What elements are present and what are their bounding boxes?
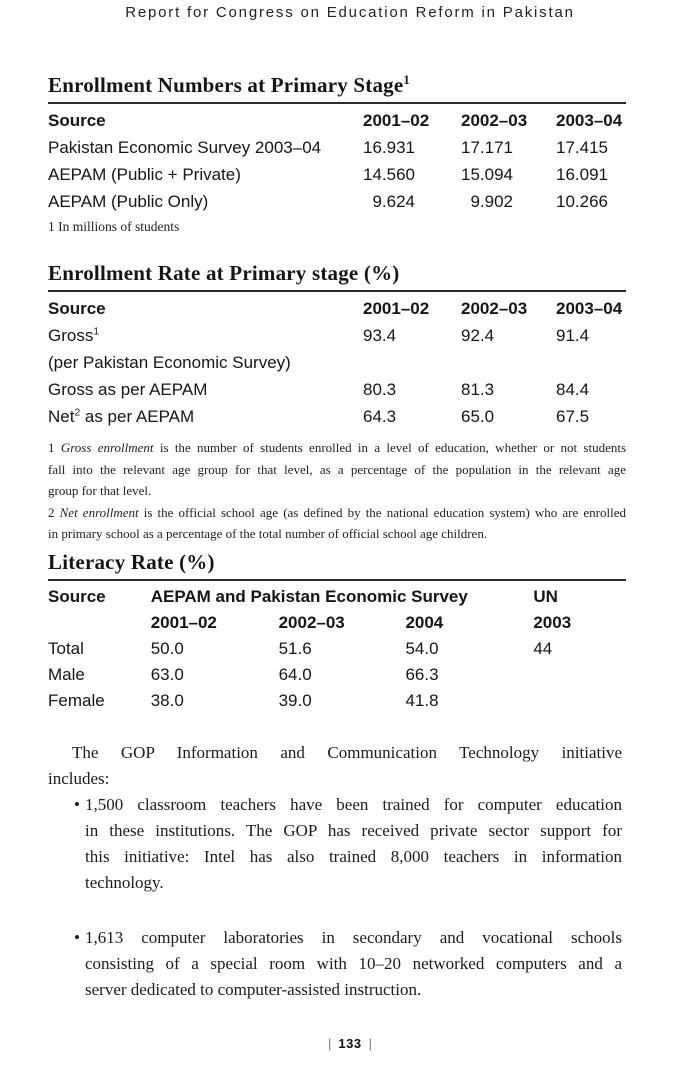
bullet-line: technology. bbox=[85, 873, 164, 892]
cell-value bbox=[461, 349, 556, 376]
enrollment-numbers-title bbox=[48, 72, 626, 98]
title-footnote-marker: 1 bbox=[403, 73, 410, 87]
cell-value: 51.6 bbox=[278, 639, 312, 658]
cell-value bbox=[556, 349, 626, 376]
cell-value: 39.0 bbox=[278, 691, 312, 710]
cell-value: 41.8 bbox=[405, 691, 439, 710]
bullet-line: 1,613 computer laboratories in secondary and vocational schools bbox=[85, 928, 622, 947]
enrollment-rate-table bbox=[48, 295, 626, 430]
cell-value: 93.4 bbox=[363, 326, 397, 345]
horizontal-rule bbox=[48, 102, 626, 104]
cell-value: 91.4 bbox=[556, 326, 590, 345]
row-label: Gross as per AEPAM bbox=[48, 380, 208, 399]
literacy-rate-table bbox=[48, 584, 626, 714]
cell-value: 14.560 bbox=[363, 165, 415, 184]
footnote-line: in primary school as a percentage of the total number of official school age children. bbox=[48, 526, 488, 541]
column-header-year4: 2003 bbox=[533, 613, 572, 632]
enrollment-rate-title: Enrollment Rate at Primary stage (%) bbox=[48, 261, 400, 285]
column-header-year3: 2004 bbox=[405, 613, 444, 632]
footer-bar-right: | bbox=[368, 1036, 372, 1051]
table-row bbox=[48, 322, 626, 349]
column-header-year3: 2003–04 bbox=[556, 299, 623, 318]
running-header: Report for Congress on Education Reform in Pakistan bbox=[125, 4, 575, 21]
cell-value: 64.3 bbox=[363, 407, 397, 426]
table-row bbox=[48, 161, 626, 188]
horizontal-rule bbox=[48, 579, 626, 581]
enrollment-numbers-table bbox=[48, 107, 626, 215]
bullet-icon: • bbox=[74, 795, 80, 814]
footer-bar-left: | bbox=[328, 1036, 332, 1051]
column-header-year1: 2001–02 bbox=[150, 613, 217, 632]
row-label: Female bbox=[48, 691, 105, 710]
column-header-year2: 2002–03 bbox=[461, 111, 528, 130]
column-header-group: AEPAM and Pakistan Economic Survey bbox=[150, 587, 468, 606]
column-header-source: Source bbox=[48, 587, 106, 606]
paragraph-line: includes: bbox=[48, 769, 110, 788]
bullet-item bbox=[48, 792, 622, 896]
footnote-marker: 1 bbox=[93, 326, 100, 338]
horizontal-rule bbox=[48, 290, 626, 292]
column-header-source: Source bbox=[48, 299, 106, 318]
table-header-row bbox=[48, 295, 626, 322]
table-header-row bbox=[48, 107, 626, 134]
table-row bbox=[48, 403, 626, 430]
table-row bbox=[48, 376, 626, 403]
cell-value bbox=[363, 349, 461, 376]
enrollment-numbers-section bbox=[48, 72, 626, 235]
table-header-row bbox=[48, 584, 626, 610]
cell-value: 92.4 bbox=[461, 326, 495, 345]
cell-value: 63.0 bbox=[150, 665, 184, 684]
footnote-line: 1 Gross enrollment is the number of students enrolled in a level of education, whether or not students bbox=[48, 440, 627, 455]
table-row bbox=[48, 662, 626, 688]
paragraph-line: The GOP Information and Communication Technology initiative bbox=[72, 743, 622, 762]
footnote-line: 2 Net enrollment is the official school age (as defined by the national education system) who are enrolled bbox=[48, 504, 626, 520]
footnote-marker: 2 bbox=[74, 407, 81, 419]
bullet-line: consisting of a special room with 10–20 networked computers and a bbox=[85, 954, 622, 973]
row-label: Gross$^1$ bbox=[48, 326, 100, 345]
cell-value: 50.0 bbox=[150, 639, 184, 658]
column-header-source: Source bbox=[48, 111, 106, 130]
cell-value bbox=[533, 688, 626, 714]
cell-value: 17.171 bbox=[461, 138, 513, 157]
cell-value: 80.3 bbox=[363, 380, 397, 399]
bullet-line: this initiative: Intel has also trained 8,000 teachers in information bbox=[85, 847, 622, 866]
bullet-line: server dedicated to computer-assisted instruction. bbox=[85, 980, 422, 999]
cell-value: 44 bbox=[533, 639, 553, 658]
table-row bbox=[48, 188, 626, 215]
cell-value: 64.0 bbox=[278, 665, 312, 684]
literacy-rate-title: Literacy Rate (%) bbox=[48, 550, 215, 574]
table-row bbox=[48, 636, 626, 662]
footnote-line: group for that level. bbox=[48, 483, 152, 498]
column-header-empty bbox=[48, 610, 151, 636]
table-row bbox=[48, 349, 626, 376]
cell-value: 54.0 bbox=[405, 639, 439, 658]
cell-value: 16.931 bbox=[363, 138, 415, 157]
body-text bbox=[48, 740, 622, 1003]
row-label: Male bbox=[48, 665, 85, 684]
table-row bbox=[48, 688, 626, 714]
column-header-year1: 2001–02 bbox=[363, 111, 430, 130]
column-header-year1: 2001–02 bbox=[363, 299, 430, 318]
footnote-line: fall into the relevant age group for that level, as a percentage of the population in the relevant age bbox=[48, 461, 626, 477]
page-footer bbox=[0, 1036, 700, 1051]
bullet-icon: • bbox=[74, 928, 80, 947]
column-header-un: UN bbox=[533, 587, 558, 606]
cell-value: 9.624 bbox=[372, 192, 415, 211]
cell-value: 67.5 bbox=[556, 407, 590, 426]
table-header-row bbox=[48, 610, 626, 636]
row-label: (per Pakistan Economic Survey) bbox=[48, 353, 291, 372]
cell-value: 10.266 bbox=[556, 192, 608, 211]
footnotes-block bbox=[48, 437, 626, 545]
row-label: AEPAM (Public + Private) bbox=[48, 165, 241, 184]
cell-value: 17.415 bbox=[556, 138, 608, 157]
column-header-year2: 2002–03 bbox=[278, 613, 345, 632]
table-footnote: 1 In millions of students bbox=[48, 219, 180, 234]
column-header-year2: 2002–03 bbox=[461, 299, 528, 318]
cell-value: 15.094 bbox=[461, 165, 513, 184]
column-header-year3: 2003–04 bbox=[556, 111, 623, 130]
bullet-item bbox=[48, 925, 622, 1003]
cell-value: 81.3 bbox=[461, 380, 495, 399]
cell-value: 65.0 bbox=[461, 407, 495, 426]
enrollment-rate-section bbox=[48, 260, 626, 430]
cell-value: 16.091 bbox=[556, 165, 608, 184]
cell-value: 84.4 bbox=[556, 380, 590, 399]
row-label: AEPAM (Public Only) bbox=[48, 192, 209, 211]
footnote-term: Net enrollment bbox=[59, 504, 139, 520]
cell-value: 38.0 bbox=[150, 691, 184, 710]
bullet-line: in these institutions. The GOP has received private sector support for bbox=[85, 821, 622, 840]
row-label: Total bbox=[48, 639, 84, 658]
page-number: 133 bbox=[338, 1036, 362, 1051]
footnote-term: Gross enrollment bbox=[60, 440, 154, 455]
table-row bbox=[48, 134, 626, 161]
literacy-rate-section bbox=[48, 549, 626, 714]
cell-value bbox=[533, 662, 626, 688]
row-label: Net$^2$ as per AEPAM bbox=[48, 407, 195, 426]
title-text: Enrollment Numbers at Primary Stage bbox=[48, 73, 404, 97]
cell-value: 66.3 bbox=[405, 665, 439, 684]
cell-value: 9.902 bbox=[470, 192, 513, 211]
bullet-line: 1,500 classroom teachers have been trained for computer education bbox=[85, 795, 622, 814]
row-label: Pakistan Economic Survey 2003–04 bbox=[48, 138, 322, 157]
